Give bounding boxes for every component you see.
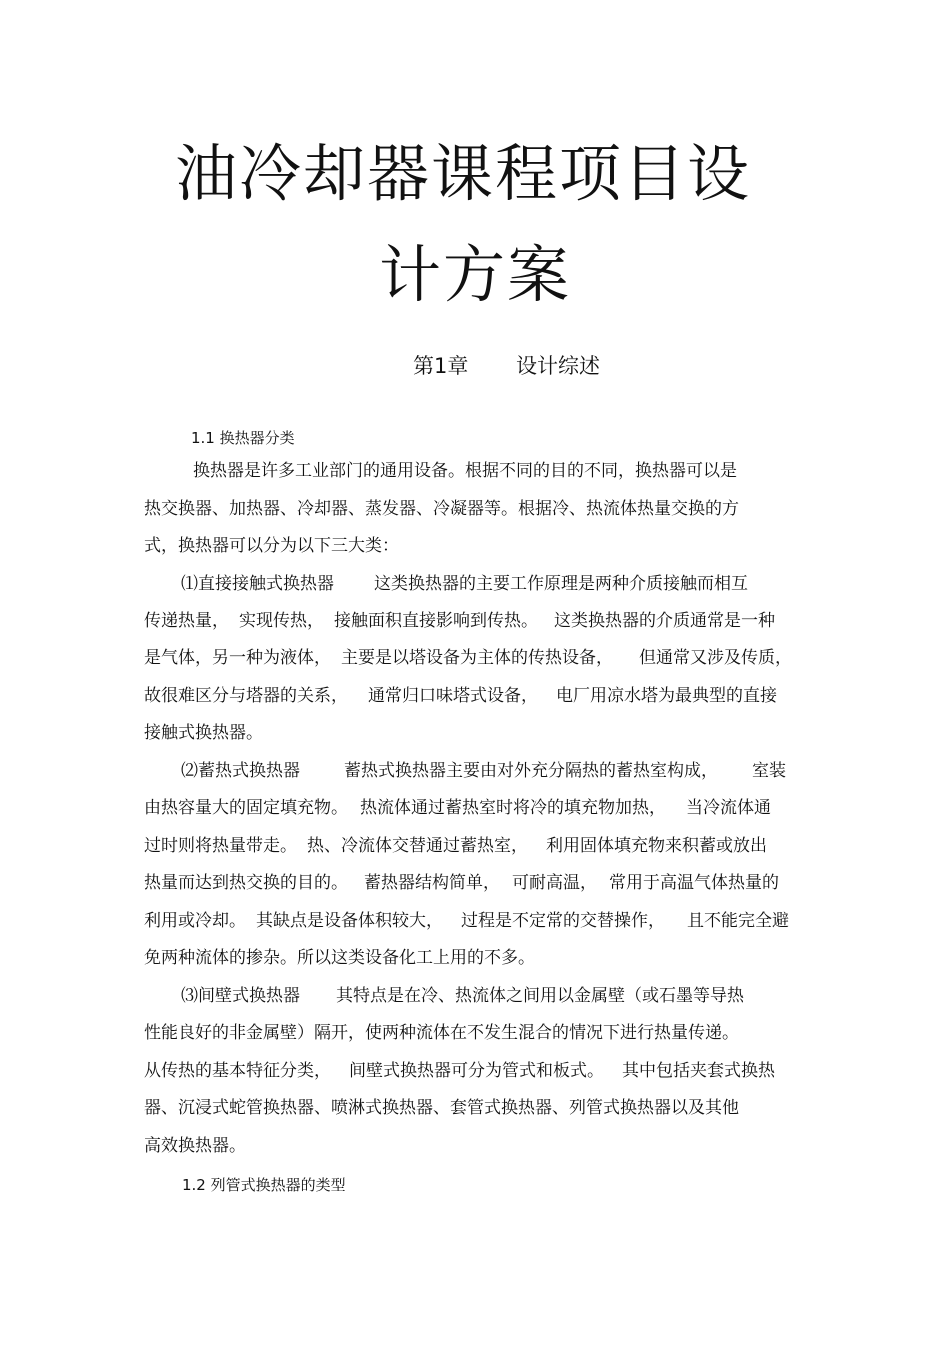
body-line	[144, 1063, 775, 1080]
body-segment: ⑶间壁式换热器	[181, 986, 300, 1006]
body-segment: 但通常又涉及传质，	[639, 648, 792, 668]
body-segment: 传递热量，	[144, 611, 229, 631]
body-segment: 且不能完全避	[687, 911, 789, 931]
body-segment: 是气体，另一种为液体，	[144, 648, 331, 668]
body-segment: 其特点是在冷、热流体之间用以金属壁（或石墨等导热	[336, 986, 744, 1006]
body-segment: 其缺点是设备体积较大，	[256, 911, 443, 931]
body-segment: 热流体通过蓄热室时将冷的填充物加热，	[360, 798, 666, 818]
body-line	[144, 875, 779, 892]
body-line	[144, 688, 777, 705]
body-line: 式，换热器可以分为以下三大类：	[144, 536, 399, 556]
body-segment: 利用固体填充物来积蓄或放出	[546, 836, 767, 856]
body-segment: 蓄热器结构简单，	[364, 873, 500, 893]
body-segment: 利用或冷却。	[144, 911, 246, 931]
body-segment: 热、冷流体交替通过蓄热室，	[307, 836, 528, 856]
body-segment: 当冷流体通	[686, 798, 771, 818]
body-segment: 电厂用凉水塔为最典型的直接	[556, 686, 777, 706]
body-segment: 故很难区分与塔器的关系，	[144, 686, 348, 706]
body-segment: 过程是不定常的交替操作，	[461, 911, 665, 931]
chapter-number: 第1章	[413, 354, 469, 378]
body-segment: 常用于高温气体热量的	[609, 873, 779, 893]
chapter-name: 设计综述	[516, 354, 600, 378]
body-segment: 热量而达到热交换的目的。	[144, 873, 348, 893]
body-segment: 通常归口味塔式设备，	[368, 686, 538, 706]
body-segment: 这类换热器的介质通常是一种	[554, 611, 775, 631]
body-line	[144, 838, 767, 855]
body-segment: 从传热的基本特征分类，	[144, 1061, 331, 1081]
body-line	[181, 988, 744, 1005]
body-segment: 主要是以塔设备为主体的传热设备，	[341, 648, 613, 668]
body-segment: 其中包括夹套式换热	[622, 1061, 775, 1081]
body-line: 免两种流体的掺杂。所以这类设备化工上用的不多。	[144, 948, 535, 968]
body-segment: 间壁式换热器可分为管式和板式。	[349, 1061, 604, 1081]
body-line	[144, 650, 792, 667]
body-segment: 过时则将热量带走。	[144, 836, 297, 856]
body-segment: 室装	[752, 761, 786, 781]
body-line: 高效换热器。	[144, 1136, 246, 1156]
body-line	[144, 913, 789, 930]
section-heading-1-2: 1.2 列管式换热器的类型	[182, 1176, 346, 1194]
body-segment: ⑴直接接触式换热器	[181, 574, 334, 594]
document-title-line-1: 油冷却器课程项目设	[175, 137, 752, 210]
body-line: 器、沉浸式蛇管换热器、喷淋式换热器、套管式换热器、列管式换热器以及其他	[144, 1098, 739, 1118]
body-segment: 由热容量大的固定填充物。	[144, 798, 348, 818]
body-line: 换热器是许多工业部门的通用设备。根据不同的目的不同，换热器可以是	[193, 461, 737, 481]
document-title-line-2: 计方案	[379, 238, 572, 311]
body-line	[181, 576, 748, 593]
body-line	[144, 613, 775, 630]
body-segment: 这类换热器的主要工作原理是两种介质接触而相互	[374, 574, 748, 594]
body-line: 接触式换热器。	[144, 723, 263, 743]
body-line	[144, 800, 771, 817]
body-segment: 蓄热式换热器主要由对外充分隔热的蓄热室构成，	[344, 761, 718, 781]
body-segment: ⑵蓄热式换热器	[181, 761, 300, 781]
section-heading-1-1: 1.1 换热器分类	[191, 429, 295, 447]
body-line: 性能良好的非金属壁）隔开，使两种流体在不发生混合的情况下进行热量传递。	[144, 1023, 739, 1043]
body-segment: 实现传热，	[239, 611, 324, 631]
body-line: 热交换器、加热器、冷却器、蒸发器、冷凝器等。根据冷、热流体热量交换的方	[144, 499, 739, 519]
body-line	[181, 763, 786, 780]
body-segment: 可耐高温，	[512, 873, 597, 893]
body-segment: 接触面积直接影响到传热。	[334, 611, 538, 631]
